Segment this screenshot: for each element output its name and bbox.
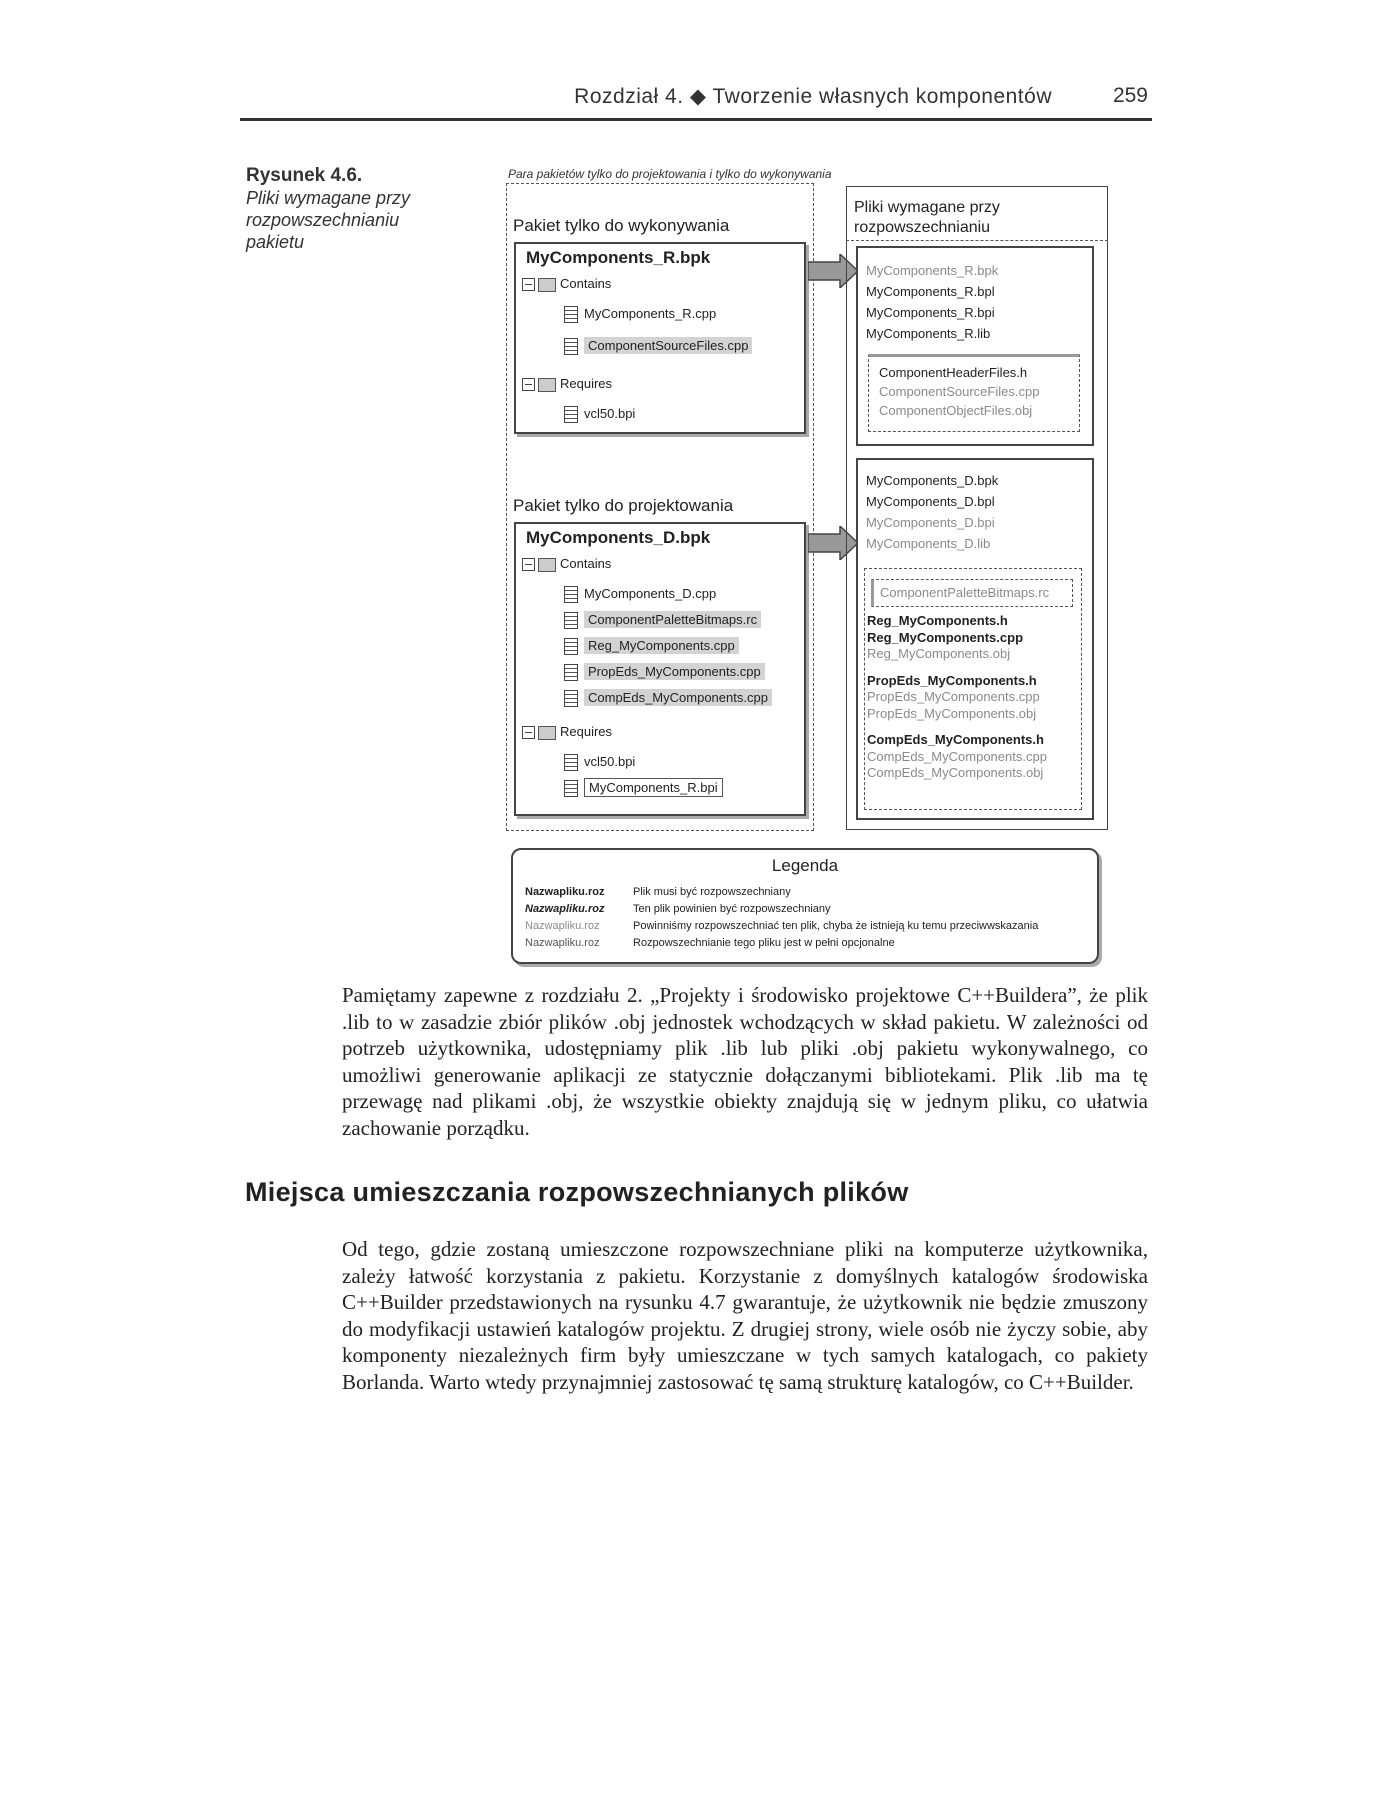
legend-row: Nazwapliku.roz Powinniśmy rozpowszechniać ten plik, chyba że istnieją ku temu przeciwwskazania	[525, 920, 1039, 932]
tree-file-item[interactable]: ComponentPaletteBitmaps.rc	[564, 612, 761, 629]
tree-file-item[interactable]: vcl50.bpi	[564, 406, 635, 423]
runtime-package-name: MyComponents_R.bpk	[526, 248, 711, 267]
running-title: Rozdział 4. ◆ Tworzenie własnych komponentów	[574, 85, 1052, 108]
file-entry: CompEds_MyComponents.obj	[867, 765, 1044, 780]
file-icon	[564, 638, 578, 655]
legend-title: Legenda	[771, 856, 839, 875]
body-paragraph: Pamiętamy zapewne z rozdziału 2. „Projekty i środowisko projektowe C++Buildera”, że plik .lib to w zasadzie zbiór plików .obj jednostek wchodzących w skład pakietu. W zależności od potrzeb użytkownika, udostępniamy plik .lib lub pliki .obj pakietu wykonywalnego, co umożliwi generowanie aplikacji ze statycznie dołączanymi bibliotekami. Plik .lib ma tę przewagę nad plikami .obj, że wszystkie obiekty znajdują się w jednym pliku, co ułatwia zachowanie porządku.	[342, 983, 1148, 1140]
file-icon	[564, 664, 578, 681]
file-icon	[564, 612, 578, 629]
file-icon	[564, 780, 578, 797]
file-entry: CompEds_MyComponents.cpp	[867, 748, 1047, 764]
file-entry: MyComponents_R.bpi	[866, 305, 995, 320]
design-package-name: MyComponents_D.bpk	[526, 528, 711, 547]
runtime-files-list	[866, 260, 998, 344]
tree-node-contains[interactable]: Contains	[522, 556, 611, 572]
runtime-package-panel	[514, 242, 806, 434]
figure-label: Rysunek 4.6.	[246, 165, 363, 186]
legend-row: Nazwapliku.roz Rozpowszechnianie tego pliku jest w pełni opcjonalne	[525, 937, 895, 949]
collapse-icon[interactable]	[522, 558, 535, 571]
file-icon	[564, 690, 578, 707]
tree-node-contains[interactable]: Contains	[522, 276, 611, 292]
legend-box	[511, 848, 1099, 964]
collapse-icon[interactable]	[522, 278, 535, 291]
tree-file-item[interactable]: vcl50.bpi	[564, 754, 635, 771]
file-entry: Reg_MyComponents.cpp	[867, 629, 1024, 645]
file-entry: MyComponents_D.lib	[866, 536, 991, 551]
file-entry: ComponentPaletteBitmaps.rc	[880, 585, 1050, 600]
file-entry: MyComponents_D.bpi	[866, 515, 995, 530]
file-icon	[564, 338, 578, 355]
file-entry: Reg_MyComponents.h	[867, 613, 1008, 628]
tree-node-requires[interactable]: Requires	[522, 376, 612, 392]
diagram-caption: Para pakietów tylko do projektowania i tylko do wykonywania	[508, 167, 832, 181]
page-header	[240, 82, 1152, 121]
file-entry: ComponentHeaderFiles.h	[879, 365, 1028, 380]
runtime-distribution-panel	[856, 246, 1094, 446]
body-paragraph: Od tego, gdzie zostaną umieszczone rozpowszechniane pliki na komputerze użytkownika, zależy łatwość korzystania z pakietu. Korzystanie z domyślnych katalogów środowiska C++Builder przedstawionych na rysunku 4.7 gwarantuje, że użytkownik nie będzie zmuszony do modyfikacji ustawień katalogów projektu. Z drugiej strony, wiele osób nie życzy sobie, aby komponenty niezależnych firm były umieszczane w tych samych katalogach, co pakiety Borlanda. Warto wtedy przynajmniej zastosować tę samą strukturę katalogów, co C++Builder.	[342, 1237, 1148, 1394]
file-icon	[564, 586, 578, 603]
tree-file-item[interactable]: CompEds_MyComponents.cpp	[564, 690, 772, 707]
tree-node-requires[interactable]: Requires	[522, 724, 612, 740]
tree-file-item[interactable]: PropEds_MyComponents.cpp	[564, 664, 765, 681]
file-entry: ComponentSourceFiles.cpp	[879, 384, 1040, 399]
tree-file-item[interactable]: MyComponents_D.cpp	[564, 586, 716, 603]
figure-caption-text: Pliki wymagane przy rozpowszechnianiu pakietu	[246, 188, 411, 252]
tree-file-item[interactable]: MyComponents_R.bpi	[564, 780, 723, 797]
file-entry: PropEds_MyComponents.obj	[867, 705, 1037, 721]
file-entry: ComponentObjectFiles.obj	[879, 403, 1033, 418]
design-package-panel	[514, 522, 806, 816]
runtime-title: Pakiet tylko do wykonywania	[513, 216, 730, 235]
collapse-icon[interactable]	[522, 378, 535, 391]
figure-caption	[246, 165, 456, 253]
file-entry: MyComponents_D.bpk	[866, 473, 999, 488]
section-heading: Miejsca umieszczania rozpowszechnianych plików	[245, 1177, 909, 1207]
tree-file-item[interactable]: ComponentSourceFiles.cpp	[564, 338, 752, 355]
design-title: Pakiet tylko do projektowania	[513, 496, 734, 515]
palette-bitmaps-group	[871, 579, 1073, 607]
design-distribution-panel	[856, 458, 1094, 820]
legend-row: Nazwapliku.roz Ten plik powinien być rozpowszechniany	[525, 903, 831, 915]
file-entry: PropEds_MyComponents.h	[867, 672, 1037, 688]
legend-row: Nazwapliku.roz Plik musi być rozpowszechniany	[525, 886, 791, 898]
distribution-title: Pliki wymagane przy rozpowszechnianiu	[854, 199, 1000, 236]
collapse-icon[interactable]	[522, 726, 535, 739]
file-entry: Reg_MyComponents.obj	[867, 646, 1011, 661]
design-optional-group	[864, 568, 1082, 810]
file-icon	[564, 406, 578, 423]
file-icon	[564, 754, 578, 771]
folder-icon	[538, 278, 556, 292]
file-entry: MyComponents_D.bpl	[866, 494, 995, 509]
folder-icon	[538, 726, 556, 740]
file-entry: CompEds_MyComponents.h	[867, 732, 1044, 747]
file-entry: MyComponents_R.bpk	[866, 263, 999, 278]
folder-icon	[538, 558, 556, 572]
file-icon	[564, 306, 578, 323]
divider	[846, 240, 1108, 241]
page-number: 259	[1112, 84, 1148, 107]
tree-file-item[interactable]: MyComponents_R.cpp	[564, 306, 716, 323]
folder-icon	[538, 378, 556, 392]
file-entry: PropEds_MyComponents.cpp	[867, 689, 1040, 704]
file-entry: MyComponents_R.bpl	[866, 284, 995, 299]
runtime-optional-group	[868, 354, 1080, 432]
tree-file-item[interactable]: Reg_MyComponents.cpp	[564, 638, 739, 655]
design-sub-files	[867, 613, 1047, 782]
file-entry: MyComponents_R.lib	[866, 326, 991, 341]
design-files-list	[866, 470, 998, 554]
